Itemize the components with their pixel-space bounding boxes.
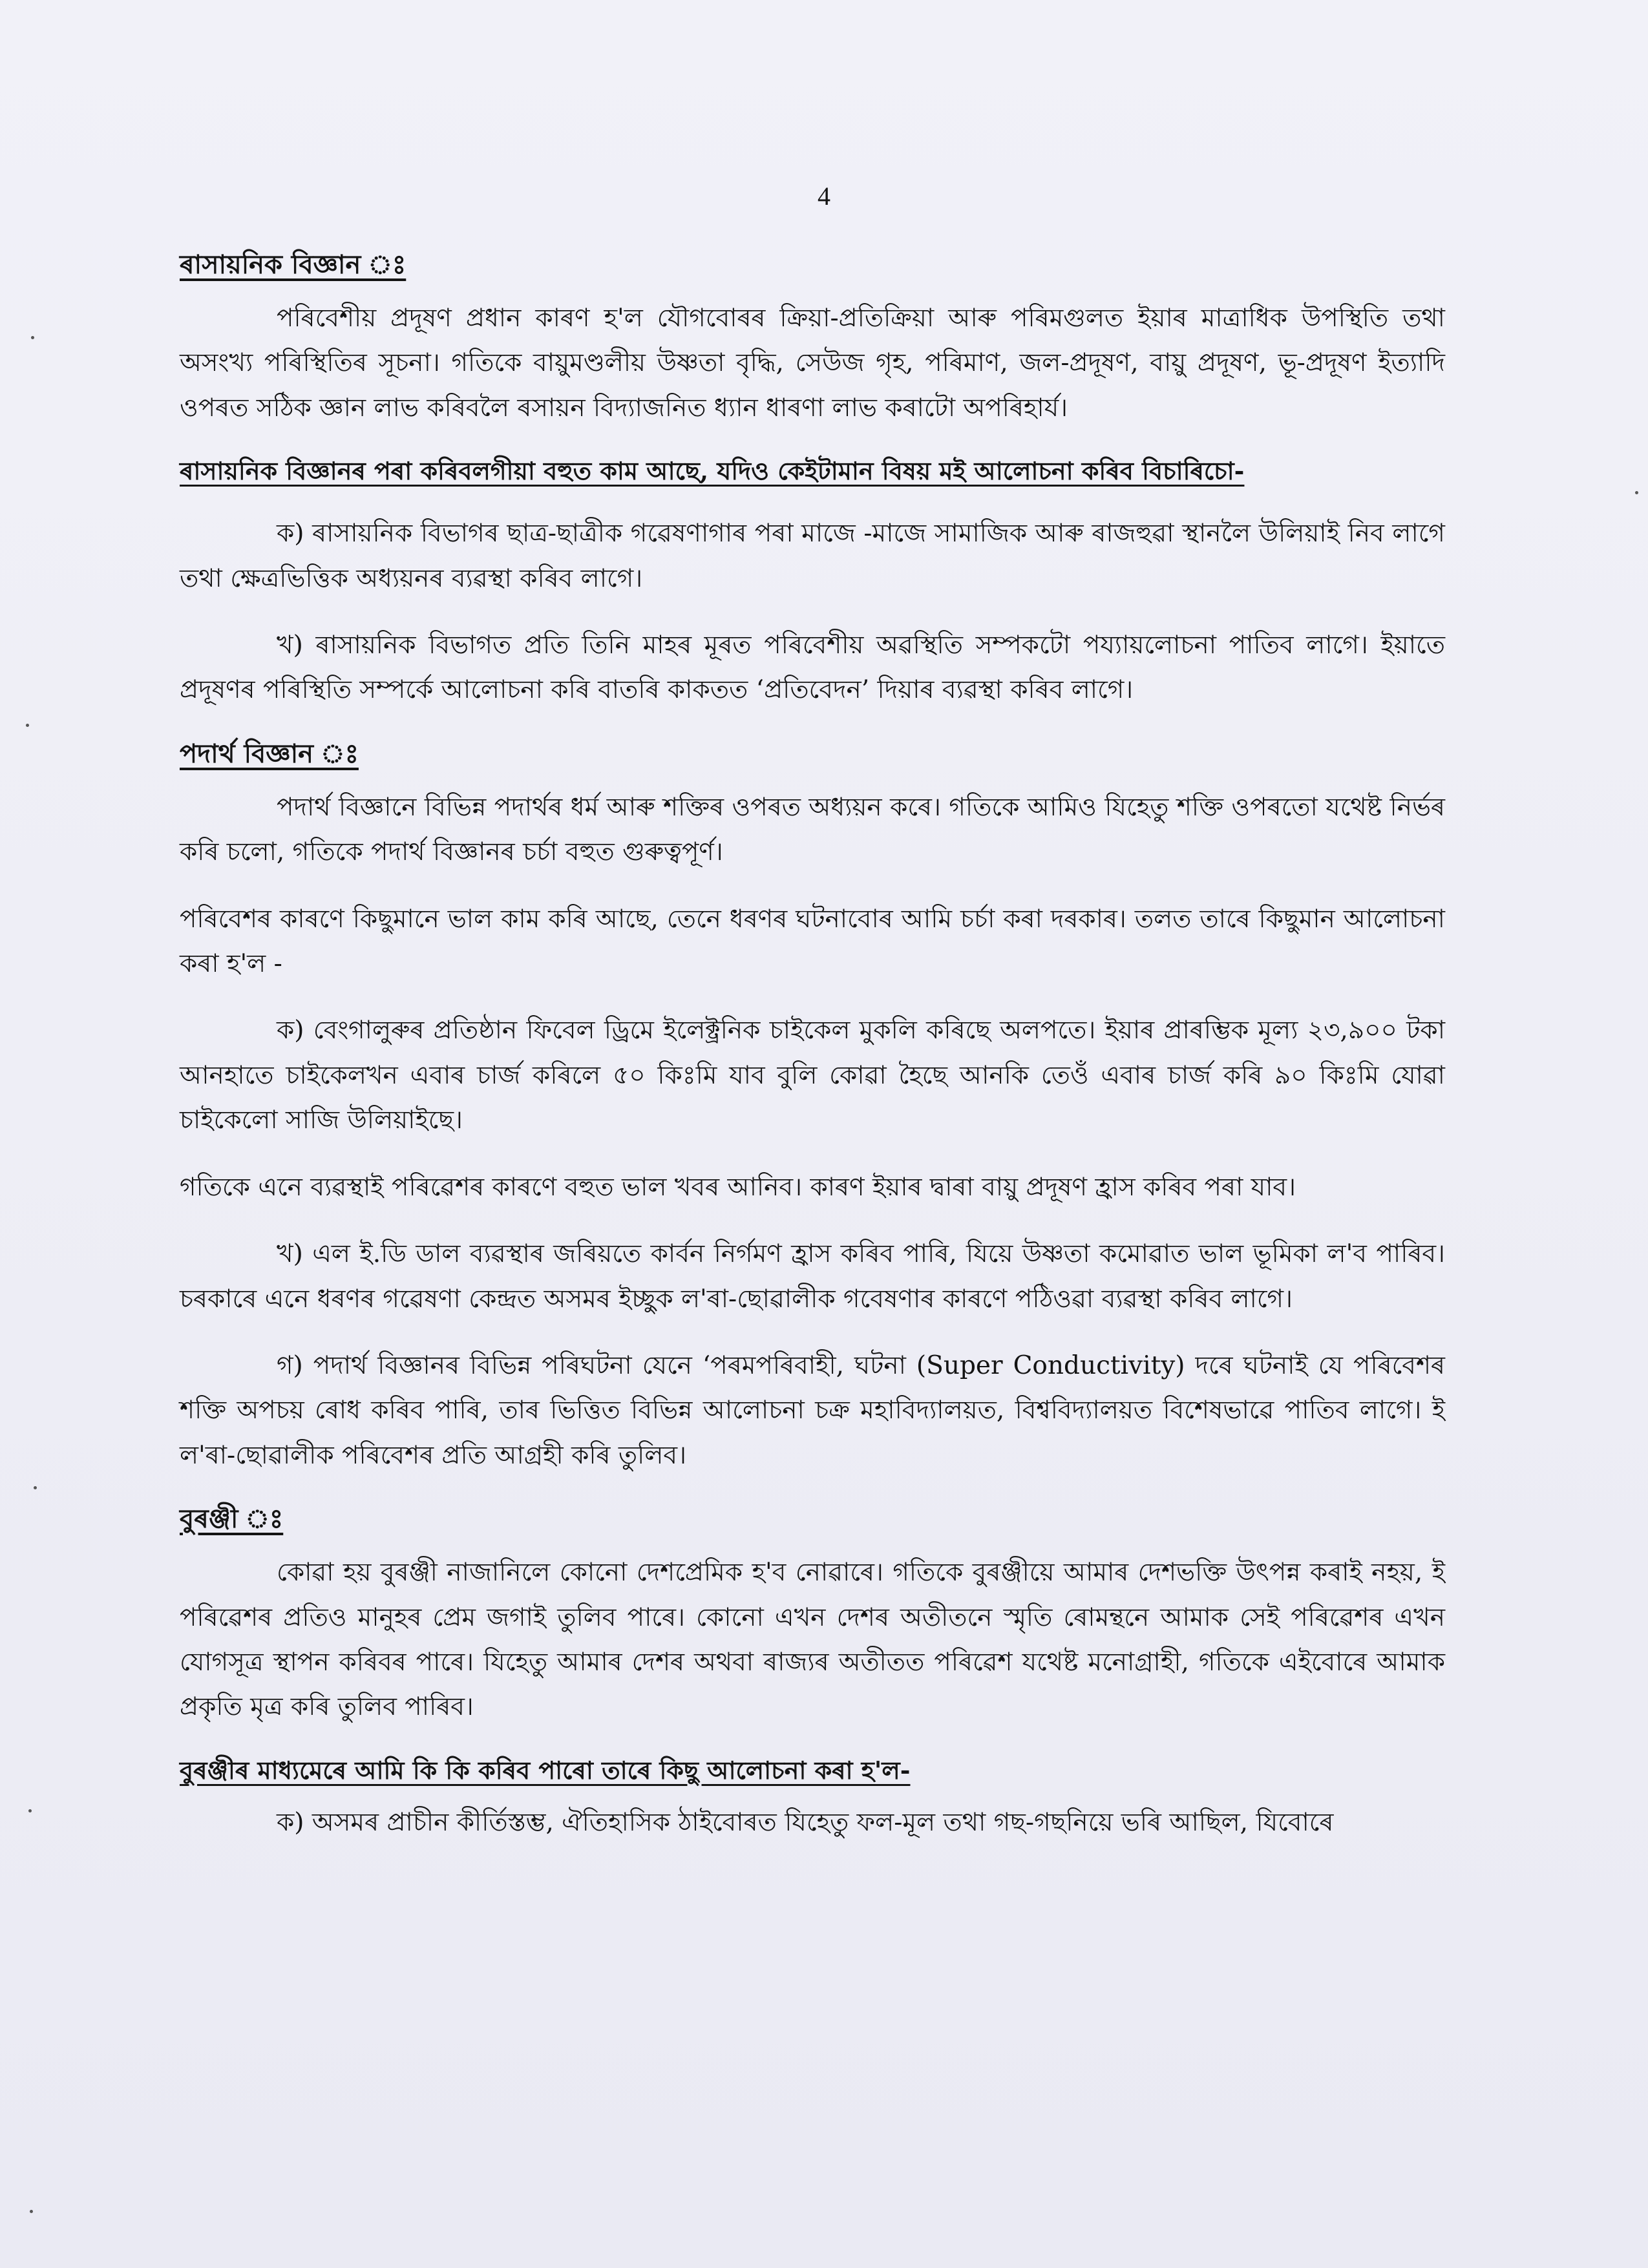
history-heading: বুৰঞ্জী ঃ: [180, 1504, 284, 1535]
scan-speck: [1635, 491, 1638, 494]
history-subheading: বুৰঞ্জীৰ মাধ্যমেৰে আমি কি কি কৰিব পাৰো তাৰে কিছু আলোচনা কৰা হ'ল-: [180, 1755, 911, 1785]
document-body: [180, 246, 1445, 1845]
history-intro: কোৱা হয় বুৰঞ্জী নাজানিলে কোনো দেশপ্ৰেমিক হ'ব নোৱাৰে। গতিকে বুৰঞ্জীয়ে আমাৰ দেশভক্তি উৎপন্ন কৰাই নহয়, ই পৰিৱেশৰ প্ৰতিও মানুহৰ প্ৰেম জগাই তুলিব পাৰে। কোনো এখন দেশৰ অতীতনে স্মৃতি ৰোমন্থনে আমাক সেই পৰিৱেশৰ এখন যোগসূত্ৰ স্থাপন কৰিবৰ পাৰে। যিহেতু আমাৰ দেশৰ অথবা ৰাজ্যৰ অতীতত পৰিৱেশ যথেষ্ট মনোগ্ৰাহী, গতিকে এইবোৰে আমাক প্ৰকৃতি মৃত্ৰ কৰি তুলিব পাৰিব।: [180, 1558, 1445, 1722]
physics-item-ka: ক) বেংগালুৰুৰ প্ৰতিষ্ঠান ফিবেল ড্ৰিমে ইলেক্ট্ৰনিক চাইকেল মুকলি কৰিছে অলপতে। ইয়াৰ প্ৰাৰম্ভিক মূল্য ২৩,৯০০ টকা আনহাতে চাইকেলখন এবাৰ চাৰ্জ কৰিলে ৫০ কিঃমি যাব বুলি কোৱা হৈছে আনকি তেওঁ এবাৰ চাৰ্জ কৰি ৯০ কিঃমি যোৱা চাইকেলো সাজি উলিয়াইছে।: [180, 1016, 1445, 1135]
physics-intro: পদাৰ্থ বিজ্ঞানে বিভিন্ন পদাৰ্থৰ ধৰ্ম আৰু শক্তিৰ ওপৰত অধ্যয়ন কৰে। গতিকে আমিও যিহেতু শক্তি ওপৰতো যথেষ্ট নিৰ্ভৰ কৰি চলো, গতিকে পদাৰ্থ বিজ্ঞানৰ চৰ্চা বহুত গুৰুত্বপূৰ্ণ।: [180, 792, 1445, 867]
scan-speck: [28, 1809, 32, 1812]
physics-item-kha: খ) এল ই.ডি ডাল ব্যৱস্থাৰ জৰিয়তে কাৰ্বন নিৰ্গমণ হ্ৰাস কৰিব পাৰি, যিয়ে উষ্ণতা কমোৱাত ভাল ভূমিকা ল'ব পাৰিব। চৰকাৰে এনে ধৰণৰ গৱেষণা কেন্দ্ৰত অসমৰ ইচ্ছুক ল'ৰা-ছোৱালীক গবেষণাৰ কাৰণে পঠিওৱা ব্যৱস্থা কৰিব লাগে।: [180, 1239, 1445, 1314]
chemistry-subheading: ৰাসায়নিক বিজ্ঞানৰ পৰা কৰিবলগীয়া বহুত কাম আছে, যদিও কেইটামান বিষয় মই আলোচনা কৰিব বিচাৰিচো-: [180, 456, 1245, 486]
physics-para-3: গতিকে এনে ব্যৱস্থাই পৰিৱেশৰ কাৰণে বহুত ভাল খবৰ আনিব। কাৰণ ইয়াৰ দ্বাৰা বায়ু প্ৰদূষণ হ্ৰাস কৰিব পৰা যাব।: [180, 1172, 1296, 1202]
scan-speck: [31, 336, 34, 339]
page-number: 4: [818, 182, 830, 211]
physics-para-2: পৰিবেশৰ কাৰণে কিছুমানে ভাল কাম কৰি আছে, তেনে ধৰণৰ ঘটনাবোৰ আমি চৰ্চা কৰা দৰকাৰ। তলত তাৰে কিছুমান আলোচনা কৰা হ'ল -: [180, 904, 1445, 979]
scan-speck: [34, 1486, 37, 1489]
physics-heading: পদাৰ্থ বিজ্ঞান ঃ: [180, 738, 359, 769]
chemistry-heading: ৰাসায়নিক বিজ্ঞান ঃ: [180, 249, 407, 280]
history-item-ka: ক) অসমৰ প্ৰাচীন কীৰ্তিস্তম্ভ, ঐতিহাসিক ঠাইবোৰত যিহেতু ফল-মূল তথা গছ-গছনিয়ে ভৰি আছিল, যিবোৰে: [277, 1807, 1334, 1837]
physics-item-ga: গ) পদাৰ্থ বিজ্ঞানৰ বিভিন্ন পৰিঘটনা যেনে ‘পৰমপৰিবাহী, ঘটনা (Super Conductivity) দৰে ঘটনাই যে পৰিবেশৰ শক্তি অপচয় ৰোধ কৰিব পাৰি, তাৰ ভিত্তিত বিভিন্ন আলোচনা চক্ৰ মহাবিদ্যালয়ত, বিশ্ববিদ্যালয়ত বিশেষভাৱে পাতিব লাগে। ই ল'ৰা-ছোৱালীক পৰিবেশৰ প্ৰতি আগ্ৰহী কৰি তুলিব।: [180, 1350, 1445, 1470]
chemistry-item-ka: ক) ৰাসায়নিক বিভাগৰ ছাত্ৰ-ছাত্ৰীক গৱেষণাগাৰ পৰা মাজে -মাজে সামাজিক আৰু ৰাজহুৱা স্থানলৈ উলিয়াই নিব লাগে তথা ক্ষেত্ৰভিত্তিক অধ্যয়নৰ ব্যৱস্থা কৰিব লাগে।: [180, 519, 1445, 593]
scan-speck: [30, 2210, 33, 2213]
chemistry-item-kha: খ) ৰাসায়নিক বিভাগত প্ৰতি তিনি মাহৰ মূৰত পৰিবেশীয় অৱস্থিতি সম্পকটো পয্যায়লোচনা পাতিব লাগে। ইয়াতে প্ৰদূষণৰ পৰিস্থিতি সম্পৰ্কে আলোচনা কৰি বাতৰি কাকতত ‘প্ৰতিবেদন’ দিয়াৰ ব্যৱস্থা কৰিব লাগে।: [180, 631, 1445, 705]
chemistry-intro: পৰিবেশীয় প্ৰদূষণ প্ৰধান কাৰণ হ'ল যৌগবোৰৰ ক্ৰিয়া-প্ৰতিক্ৰিয়া আৰু পৰিমগুলত ইয়াৰ মাত্ৰাধিক উপস্থিতি তথা অসংখ্য পৰিস্থিতিৰ সূচনা। গতিকে বায়ুমণ্ডলীয় উষ্ণতা বৃদ্ধি, সেউজ গৃহ, পৰিমাণ, জল-প্ৰদূষণ, বায়ু প্ৰদূষণ, ভূ-প্ৰদূষণ ইত্যাদি ওপৰত সঠিক জ্ঞান লাভ কৰিবলৈ ৰসায়ন বিদ্যাজনিত ধ্যান ধাৰণা লাভ কৰাটো অপৰিহাৰ্য।: [180, 304, 1445, 423]
scan-speck: [26, 724, 29, 727]
